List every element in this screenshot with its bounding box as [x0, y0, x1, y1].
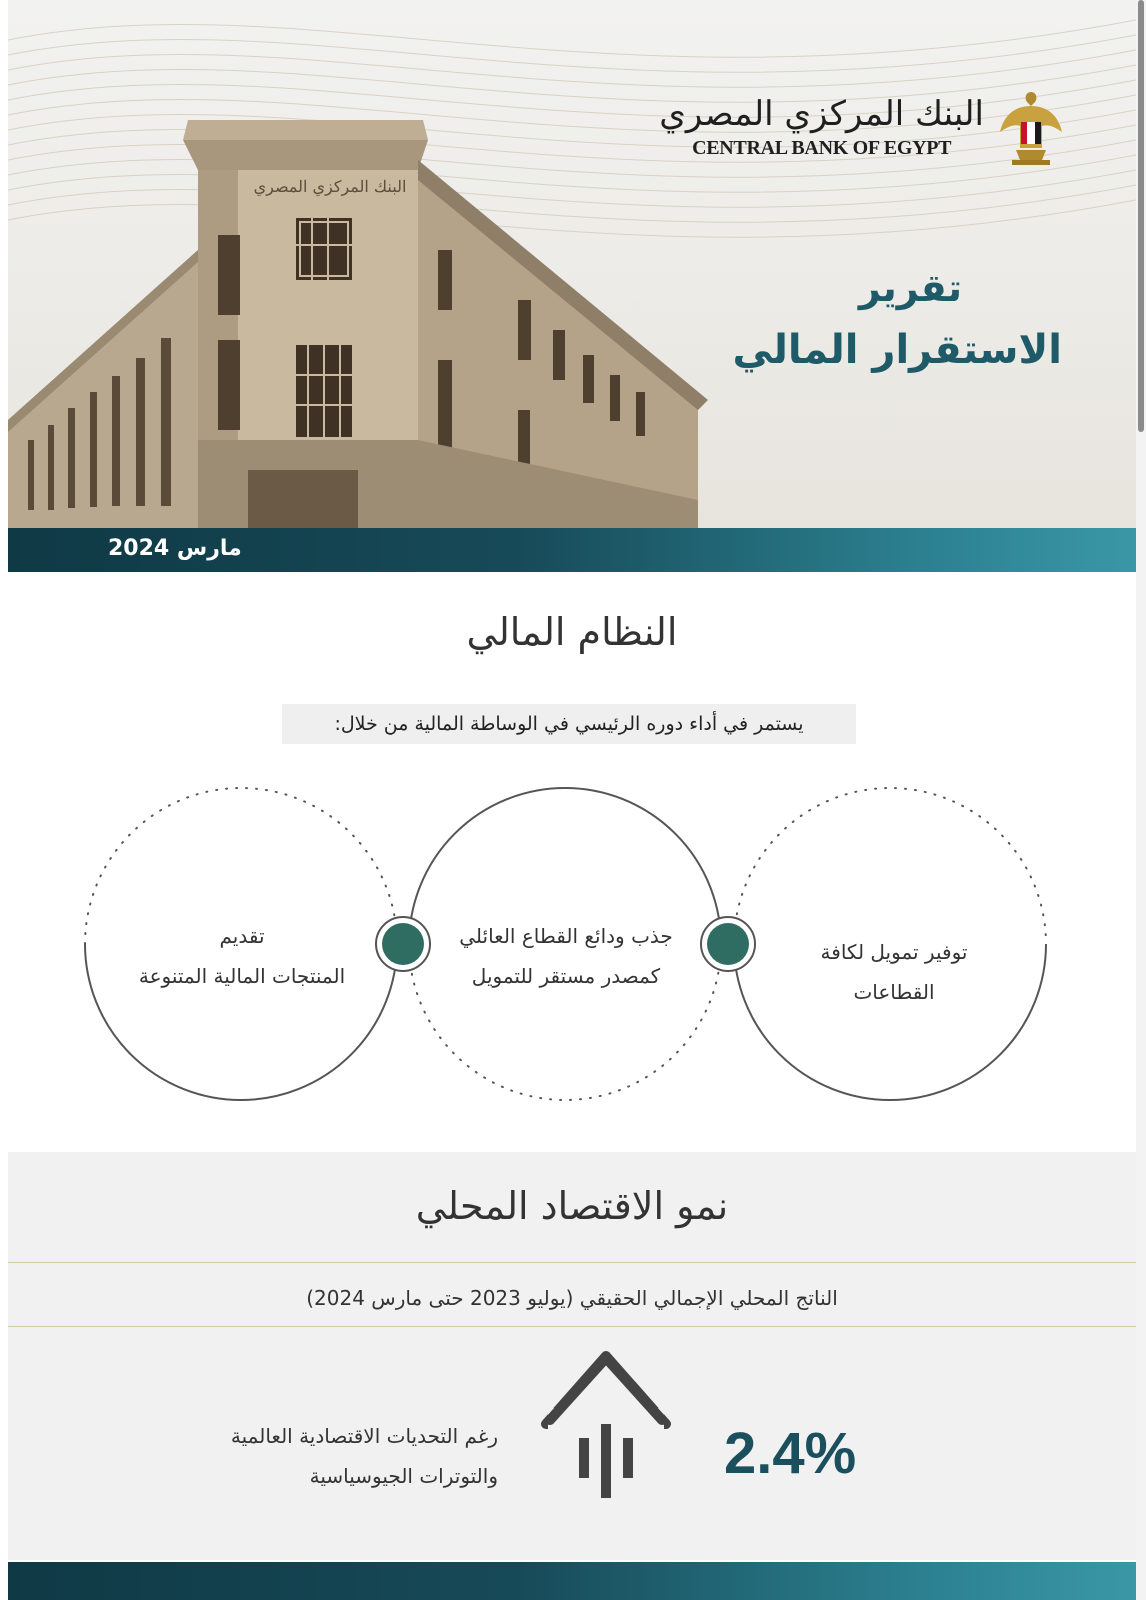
growth-title: نمو الاقتصاد المحلي	[415, 1184, 729, 1228]
item-products	[108, 916, 376, 996]
report-page	[8, 0, 1136, 1600]
connector-dot-right	[707, 923, 749, 965]
item-products-line1: تقديم	[219, 924, 265, 948]
divider-top	[8, 1262, 1136, 1263]
logo-arabic-name: البنك المركزي المصري	[659, 93, 984, 134]
financial-system-title: النظام المالي	[466, 610, 678, 654]
growth-note	[158, 1416, 498, 1496]
connector-dot-left	[382, 923, 424, 965]
item-deposits-line2: كمصدر مستقر للتمويل	[471, 964, 661, 988]
date-band	[8, 528, 1136, 572]
growth-note-line2: والتوترات الجيوسياسية	[309, 1464, 498, 1488]
hero-section	[8, 0, 1136, 528]
item-financing-line1: توفير تمويل لكافة	[820, 940, 968, 964]
growth-section	[8, 1152, 1136, 1560]
vertical-scrollbar[interactable]	[1136, 0, 1146, 1600]
building-sign: البنك المركزي المصري	[253, 177, 407, 196]
divider-bottom	[8, 1326, 1136, 1327]
cbe-logo	[659, 88, 1064, 168]
gdp-growth-value: 2.4%	[724, 1421, 857, 1486]
report-date: مارس 2024	[108, 536, 242, 561]
eagle-emblem-icon	[998, 88, 1064, 168]
report-title-line1: تقرير	[858, 266, 962, 310]
growth-note-line1: رغم التحديات الاقتصادية العالمية	[230, 1424, 498, 1448]
scrollbar-thumb[interactable]	[1138, 0, 1144, 432]
right-circle-dotted-arc	[734, 788, 1046, 944]
item-financing-line2: القطاعات	[853, 980, 935, 1004]
item-deposits	[428, 916, 704, 996]
item-deposits-line1: جذب ودائع القطاع العائلي	[459, 924, 673, 948]
logo-english-name: CENTRAL BANK OF EGYPT	[692, 137, 952, 160]
item-products-line2: المنتجات المالية المتنوعة	[138, 964, 346, 988]
up-arrow-icon	[538, 1348, 674, 1506]
item-financing	[774, 932, 1014, 1012]
financial-system-subtitle: يستمر في أداء دوره الرئيسي في الوساطة المالية من خلال:	[282, 704, 856, 744]
report-title	[732, 258, 1062, 382]
report-title-line2: الاستقرار المالي	[732, 327, 1062, 373]
gdp-label: الناتج المحلي الإجمالي الحقيقي (يوليو 2023 حتى مارس 2024)	[306, 1286, 838, 1310]
footer-band	[8, 1562, 1136, 1600]
